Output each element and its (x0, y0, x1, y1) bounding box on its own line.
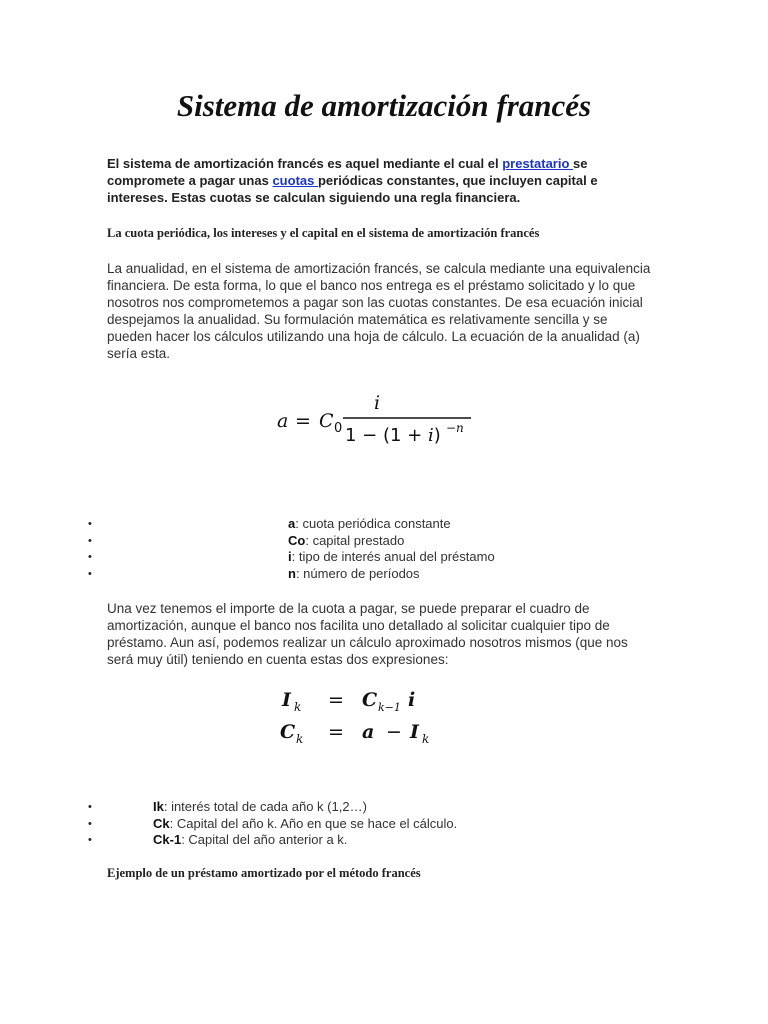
bullet: • (88, 567, 92, 580)
f2-ik2-sub: k (422, 732, 430, 746)
f2-ck1-sub: k−1 (378, 701, 401, 714)
list-item (88, 549, 495, 566)
param-desc: : Capital del año anterior a k. (181, 832, 348, 847)
f2-eq2: = (328, 721, 344, 743)
bullet: • (88, 534, 92, 547)
cuotas-link[interactable]: cuotas (272, 173, 318, 188)
denominator-pre: 1 − (1 + (345, 425, 428, 446)
bullet: • (88, 551, 92, 563)
annuity-params-list (88, 516, 495, 582)
param-desc: : tipo de interés anual del préstamo (291, 549, 495, 564)
list-item (88, 832, 457, 849)
f2-ik: I (282, 689, 291, 711)
cuadro-paragraph: Una vez tenemos el importe de la cuota a pagar, se puede preparar el cuadro de amortización, aunque el banco nos facilita uno detallado al solicitar cualquier tipo de préstamo. Aun así, podemos realizar un cálculo aproximado nosotros mismos (que nos será muy útil) teniendo en cuenta estas dos expresiones: (107, 601, 628, 667)
f2-a: a (362, 721, 375, 743)
formula-equals: = (295, 410, 311, 432)
param-term: n (288, 565, 296, 581)
list-item (88, 565, 495, 583)
formula-a: a (277, 410, 289, 432)
page-title: Sistema de amortización francés (176, 88, 592, 123)
bullet: • (88, 817, 92, 830)
f2-ck-sub: k (296, 732, 304, 746)
param-term: Ck (153, 815, 170, 831)
param-term: Co (288, 532, 306, 548)
bullet: • (88, 518, 92, 530)
list-item (88, 815, 458, 833)
annuity-formula (275, 385, 475, 447)
param-desc: : interés total de cada año k (1,2…) (163, 799, 367, 814)
f2-ck1: C (362, 689, 378, 711)
bullet: • (88, 834, 92, 846)
f2-eq1: = (328, 689, 344, 711)
denominator-i: i (427, 425, 434, 446)
f2-ck: C (280, 721, 296, 743)
list-item (88, 532, 495, 550)
intro-paragraph (107, 155, 647, 206)
interest-params-list (88, 799, 458, 849)
param-term: a (288, 516, 296, 531)
section-heading-ejemplo: Ejemplo de un préstamo amortizado por el método francés (107, 866, 421, 880)
section-heading-cuota: La cuota periódica, los intereses y el capital en el sistema de amortización francés (107, 226, 540, 240)
param-term: i (288, 549, 292, 564)
formula-denominator (345, 425, 441, 446)
list-item (88, 516, 495, 533)
denominator-post: ) (433, 425, 441, 446)
anualidad-paragraph: La anualidad, en el sistema de amortización francés, se calcula mediante una equivalencia financiera. De esta forma, lo que el banco nos entrega es el préstamo solicitado y lo que nosotros nos comprometemos a pagar son las cuotas constantes. De esa ecuación inicial despejamos la anualidad. Su formulación matemática es relativamente sencilla y se pueden hacer los cálculos utilizando una hoja de cálculo. La ecuación de la anualidad (a) sería esta. (107, 261, 651, 361)
param-desc: : capital prestado (305, 532, 405, 548)
intro-text-3: periódicas constantes, que incluyen capital e intereses. Estas cuotas se calculan siguiendo una regla financiera. (107, 173, 598, 205)
param-desc: : número de períodos (295, 565, 420, 581)
interest-capital-formula (280, 684, 450, 746)
param-desc: : Capital del año k. Año en que se hace el cálculo. (169, 815, 458, 831)
f2-ik-sub: k (294, 700, 302, 714)
formula-numerator: i (374, 392, 381, 414)
param-desc: : cuota periódica constante (295, 516, 451, 531)
prestatario-link[interactable]: prestatario (502, 156, 574, 171)
f2-ik2: I (410, 721, 419, 743)
formula-c-sub: 0 (334, 421, 343, 436)
param-term: Ik (153, 799, 164, 814)
intro-text-1: El sistema de amortización francés es aquel mediante el cual el (107, 156, 503, 171)
bullet: • (88, 801, 92, 813)
f2-i: i (408, 689, 416, 711)
param-term: Ck-1 (153, 832, 182, 847)
intro-text-2: se compromete a pagar unas (107, 156, 588, 188)
f2-minus: − (386, 721, 402, 743)
list-item (88, 799, 457, 816)
formula-c: C (319, 410, 334, 432)
formula-exponent: −n (446, 421, 464, 435)
